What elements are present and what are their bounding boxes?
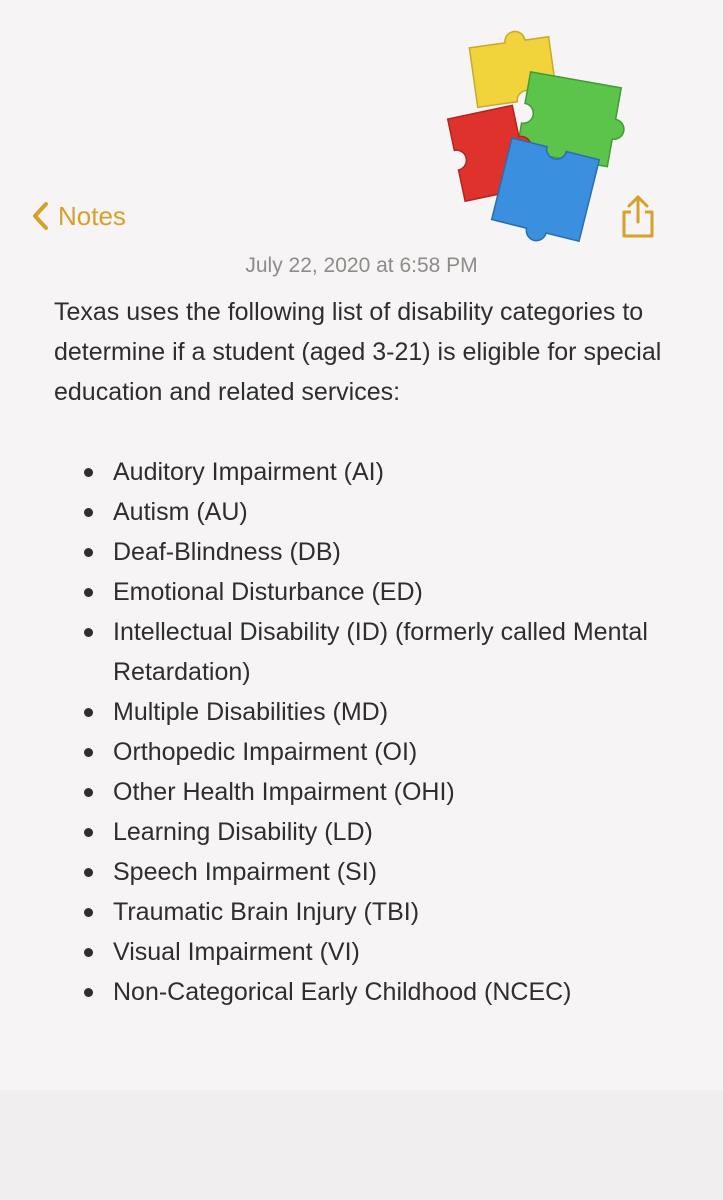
bullet (84, 628, 93, 637)
list-item-text: Speech Impairment (SI) (113, 858, 377, 886)
list-item (54, 492, 674, 532)
bullet (84, 988, 93, 997)
list-item (54, 932, 674, 972)
note-body[interactable] (54, 292, 674, 1012)
bullet (84, 708, 93, 717)
list-item (54, 852, 674, 892)
bullet (84, 468, 93, 477)
bullet (84, 548, 93, 557)
category-list (54, 452, 674, 1012)
back-label: Notes (58, 200, 126, 231)
bullet (84, 588, 93, 597)
list-item-text: Emotional Disturbance (ED) (113, 578, 423, 606)
list-item (54, 772, 674, 812)
bullet (84, 508, 93, 517)
bullet (84, 788, 93, 797)
list-item-text: Learning Disability (LD) (113, 818, 373, 846)
list-item-text: Auditory Impairment (AI) (113, 458, 384, 486)
list-item-text: Visual Impairment (VI) (113, 938, 360, 966)
list-item (54, 612, 674, 692)
list-item-text: Intellectual Disability (ID) (formerly called Mental Retardation) (113, 618, 648, 686)
bullet (84, 828, 93, 837)
chevron-left-icon (30, 198, 52, 234)
list-item-text: Other Health Impairment (OHI) (113, 778, 455, 806)
list-item (54, 452, 674, 492)
back-button[interactable] (30, 196, 126, 236)
list-item-text: Non-Categorical Early Childhood (NCEC) (113, 978, 572, 1006)
bullet (84, 748, 93, 757)
list-item (54, 812, 674, 852)
list-item-text: Autism (AU) (113, 498, 248, 526)
list-item (54, 572, 674, 612)
bullet (84, 948, 93, 957)
list-item (54, 732, 674, 772)
list-item (54, 972, 674, 1012)
bullet (84, 868, 93, 877)
list-item-text: Orthopedic Impairment (OI) (113, 738, 418, 766)
note-date: July 22, 2020 at 6:58 PM (245, 254, 478, 277)
list-item-text: Multiple Disabilities (MD) (113, 698, 389, 726)
list-item (54, 892, 674, 932)
list-item (54, 532, 674, 572)
list-item (54, 692, 674, 732)
list-item-text: Traumatic Brain Injury (TBI) (113, 898, 420, 926)
note-intro: Texas uses the following list of disability categories to determine if a student (aged 3-21) is eligible for special education and related services: (54, 298, 662, 406)
puzzle-pieces-icon (412, 26, 644, 252)
share-icon[interactable] (618, 192, 658, 240)
list-item-text: Deaf-Blindness (DB) (113, 538, 341, 566)
bullet (84, 908, 93, 917)
